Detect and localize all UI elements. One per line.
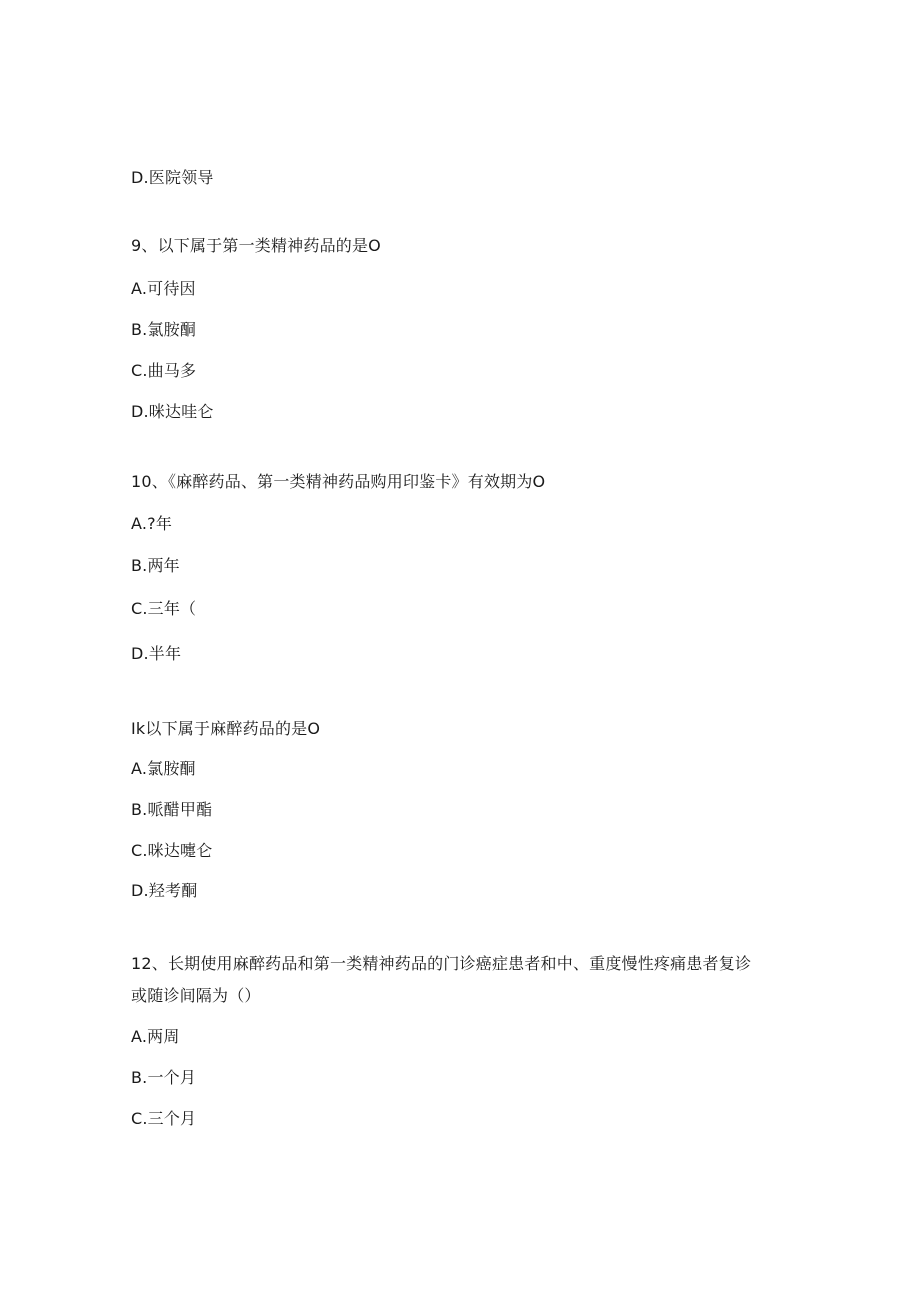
q12-option-b: B.一个月 [131, 1068, 197, 1087]
q11-option-b: B.哌醋甲酯 [131, 800, 213, 819]
q9-option-a: A.可待因 [131, 279, 196, 298]
q12-option-c: C.三个月 [131, 1109, 197, 1128]
q10-stem: 10、《麻醉药品、第一类精神药品购用印鉴卡》有效期为O [131, 472, 546, 491]
q9-option-d: D.咪达哇仑 [131, 402, 214, 421]
q12-stem-line-2: 或随诊间隔为（） [131, 986, 261, 1005]
q9-option-c: C.曲马多 [131, 361, 197, 380]
q11-option-c: C.咪达嚏仑 [131, 841, 213, 860]
q8-option-d: D.医院领导 [131, 168, 214, 187]
q12-option-a: A.两周 [131, 1027, 180, 1046]
q11-option-d: D.羟考酮 [131, 881, 198, 900]
q9-stem: 9、以下属于第一类精神药品的是O [131, 236, 381, 255]
q11-option-a: A.氯胺酮 [131, 759, 196, 778]
q10-option-c: C.三年（ [131, 599, 197, 618]
q10-option-a: A.?年 [131, 514, 173, 533]
q11-stem: Ik以下属于麻醉药品的是O [131, 719, 321, 738]
q9-option-b: B.氯胺酮 [131, 320, 197, 339]
q10-option-b: B.两年 [131, 556, 180, 575]
q12-stem-line-1: 12、长期使用麻醉药品和第一类精神药品的门诊癌症患者和中、重度慢性疼痛患者复诊 [131, 954, 752, 973]
q10-option-d: D.半年 [131, 644, 182, 663]
